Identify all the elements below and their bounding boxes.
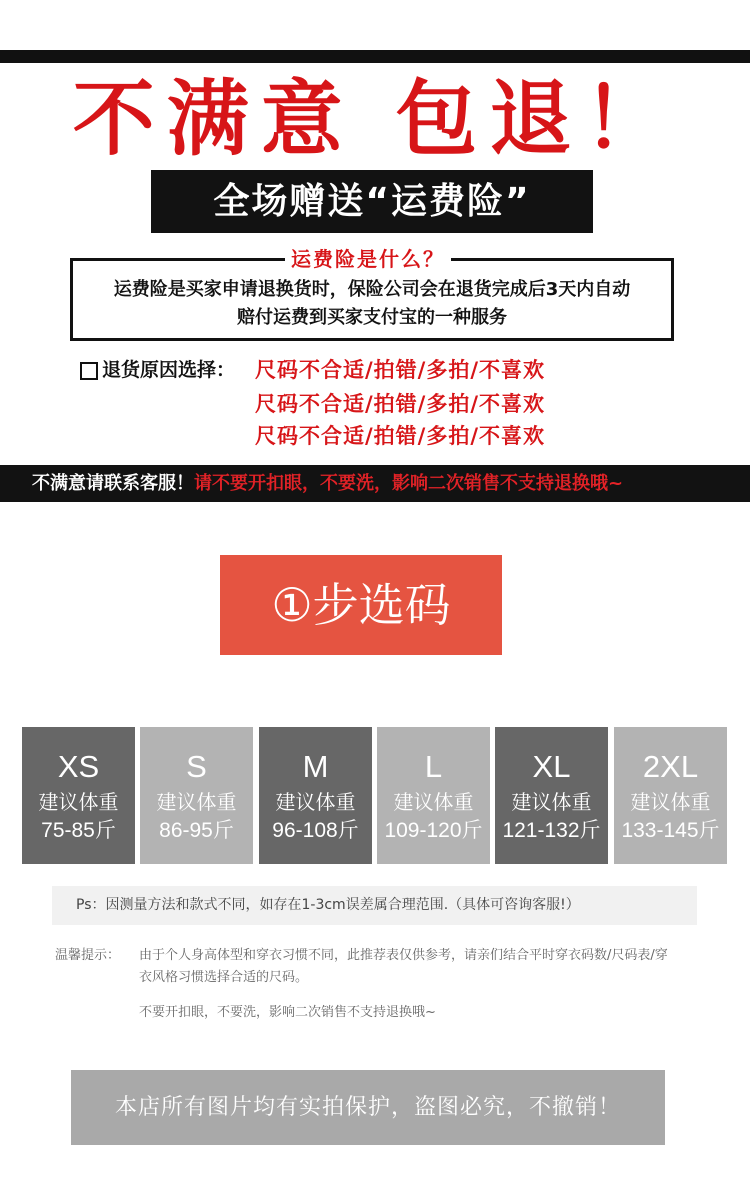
size-name: 2XL [642, 749, 699, 784]
tips-label: 温馨提示： [55, 948, 121, 963]
top-black-bar [0, 50, 750, 63]
size-name: XS [57, 749, 100, 784]
size-weight-range: 86-95斤 [159, 819, 234, 842]
size-weight-range: 75-85斤 [41, 819, 116, 842]
insurance-title: 运费险是什么？ [285, 244, 451, 274]
checkbox-icon [80, 362, 98, 380]
size-card-xs [22, 727, 135, 864]
return-reason-option: 尺码不合适/拍错/多拍/不喜欢 [255, 358, 546, 382]
notice-warning-text: 请不要开扣眼，不要洗，影响二次销售不支持退换哦~ [194, 473, 624, 494]
size-weight-label: 建议体重 [393, 792, 474, 814]
size-name: L [424, 749, 443, 784]
insurance-desc-line-1: 运费险是买家申请退换货时，保险公司会在退货完成后3天内自动 [113, 279, 631, 300]
size-weight-range: 109-120斤 [384, 819, 483, 842]
size-card-l [377, 727, 490, 864]
notice-contact-text: 不满意请联系客服！ [32, 473, 194, 494]
insurance-description [78, 276, 666, 332]
copyright-banner: 本店所有图片均有实拍保护，盗图必究，不撤销！ [71, 1070, 665, 1145]
size-weight-range: 121-132斤 [502, 819, 601, 842]
headline: 不满意 包退！ [72, 72, 678, 167]
return-reason-label: 退货原因选择： [102, 359, 236, 381]
size-name: M [302, 749, 329, 784]
size-weight-label: 建议体重 [275, 792, 356, 814]
size-card-m [259, 727, 372, 864]
size-weight-label: 建议体重 [38, 792, 119, 814]
tips-text: 由于个人身高体型和穿衣习惯不同，此推荐表仅供参考，请亲们结合平时穿衣码数/尺码表/穿衣风格习惯选择合适的尺码。 [139, 948, 668, 985]
notice-bar [0, 465, 750, 502]
size-card-2xl [614, 727, 727, 864]
measurement-note: Ps：因测量方法和款式不同，如存在1-3cm误差属合理范围.（具体可咨询客服!） [52, 886, 697, 925]
size-weight-label: 建议体重 [511, 792, 592, 814]
size-weight-range: 133-145斤 [621, 819, 720, 842]
insurance-desc-line-2: 赔付运费到买家支付宝的一种服务 [237, 307, 507, 328]
return-reason-option: 尺码不合适/拍错/多拍/不喜欢 [255, 424, 546, 448]
size-card-s [140, 727, 253, 864]
size-name: XL [532, 749, 571, 784]
step-select-size-heading: ①步选码 [220, 555, 502, 655]
tips-extra: 不要开扣眼，不要洗，影响二次销售不支持退换哦~ [139, 1005, 436, 1020]
size-name: S [186, 749, 207, 784]
promo-banner: 全场赠送“运费险” [151, 170, 593, 233]
size-weight-range: 96-108斤 [272, 819, 359, 842]
return-reason-option: 尺码不合适/拍错/多拍/不喜欢 [255, 392, 546, 416]
size-card-xl [495, 727, 608, 864]
size-weight-label: 建议体重 [630, 792, 711, 814]
size-weight-label: 建议体重 [156, 792, 237, 814]
